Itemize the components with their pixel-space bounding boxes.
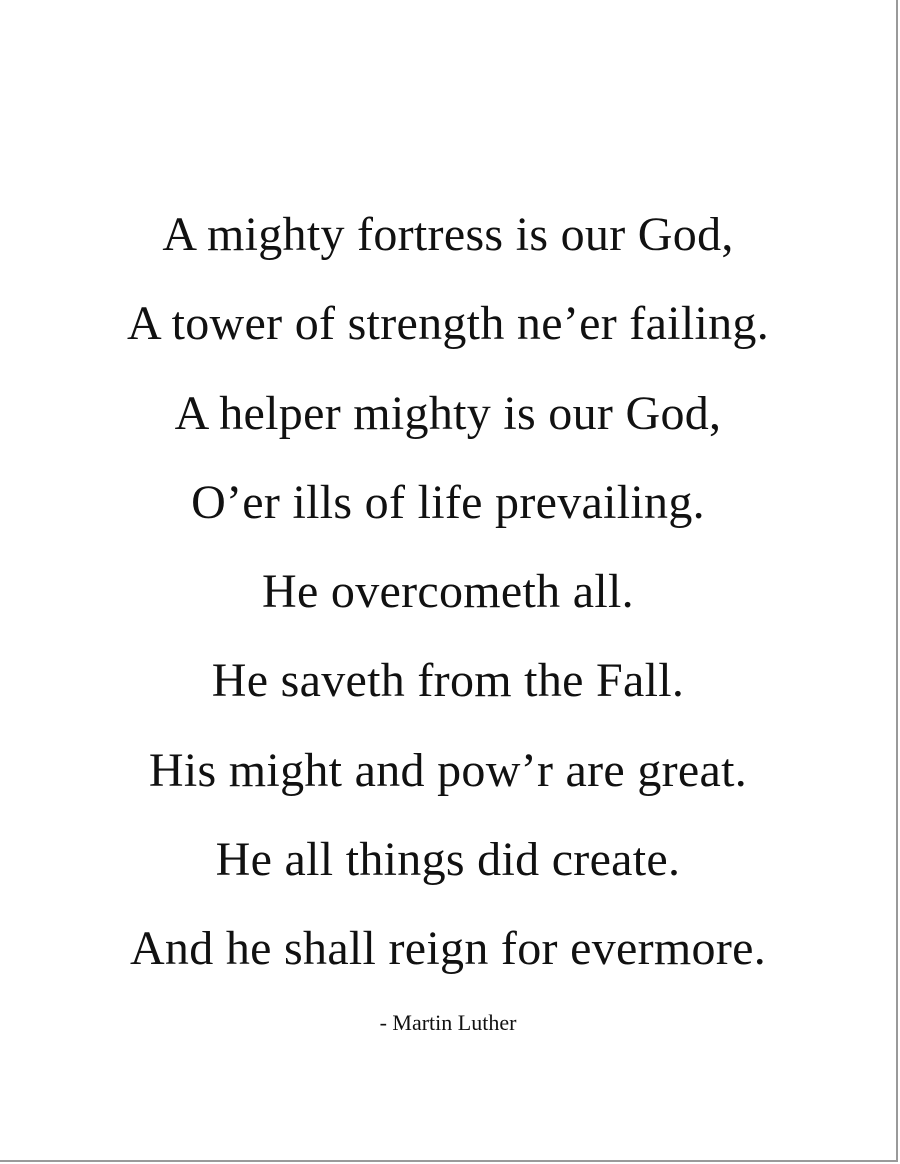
poem-line-8: He all things did create.	[215, 833, 681, 887]
poem-line-3: A helper mighty is our God,	[174, 386, 722, 440]
poem-text	[0, 190, 896, 994]
poem-line-7: His might and pow’r are great.	[148, 743, 748, 797]
poem-line-1: A mighty fortress is our God,	[162, 208, 734, 261]
poem-line-6: He saveth from the Fall.	[211, 654, 685, 708]
poem-line-9: And he shall reign for evermore.	[129, 922, 767, 976]
poem-line-5: He overcometh all.	[262, 565, 634, 619]
poem-attribution: - Martin Luther	[379, 1010, 517, 1035]
poem-line-2: A tower of strength ne’er failing.	[126, 297, 769, 351]
poem-line-4: O’er ills of life prevailing.	[191, 475, 705, 529]
